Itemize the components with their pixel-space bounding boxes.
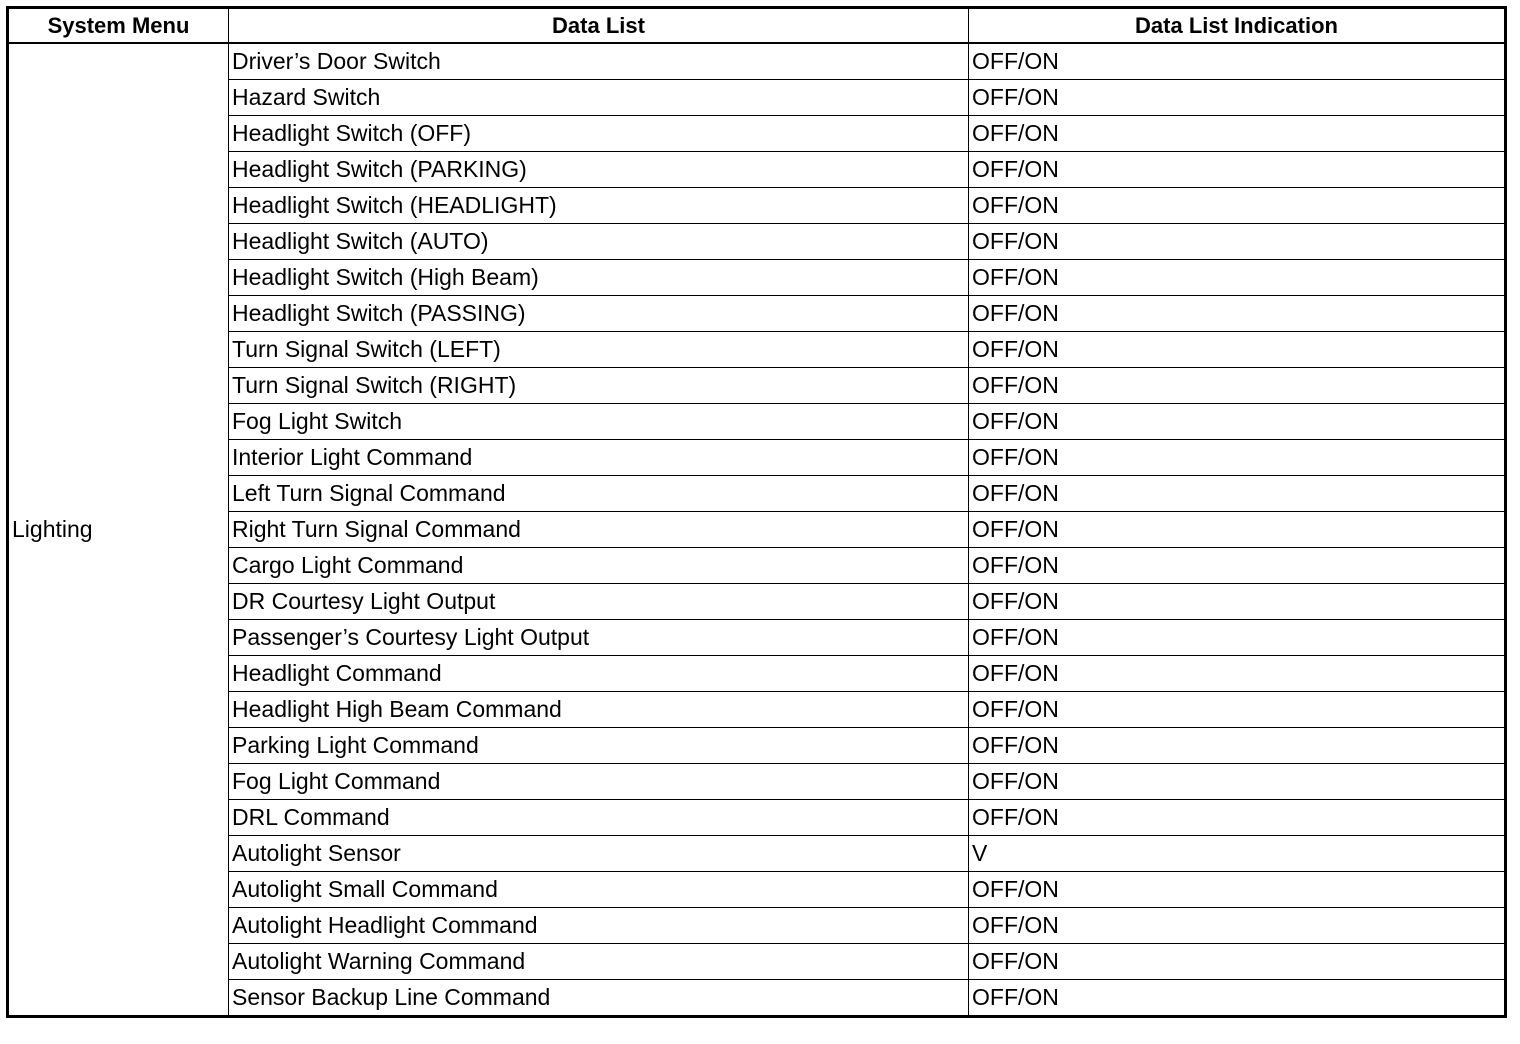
data-list-item-cell: Fog Light Switch xyxy=(229,404,969,440)
indication-cell: OFF/ON xyxy=(969,476,1506,512)
data-list-item-cell: Driver’s Door Switch xyxy=(229,43,969,80)
indication-cell: OFF/ON xyxy=(969,908,1506,944)
indication-cell: OFF/ON xyxy=(969,728,1506,764)
table-row xyxy=(8,908,1506,944)
header-indication: Data List Indication xyxy=(969,8,1506,44)
indication-cell: OFF/ON xyxy=(969,548,1506,584)
indication-cell: OFF/ON xyxy=(969,224,1506,260)
data-list-item-cell: Passenger’s Courtesy Light Output xyxy=(229,620,969,656)
data-list-item-cell: Turn Signal Switch (RIGHT) xyxy=(229,368,969,404)
data-list-item-cell: Autolight Sensor xyxy=(229,836,969,872)
table-row xyxy=(8,800,1506,836)
table-row xyxy=(8,980,1506,1017)
indication-cell: OFF/ON xyxy=(969,188,1506,224)
table-row xyxy=(8,692,1506,728)
data-list-item-cell: Interior Light Command xyxy=(229,440,969,476)
table-body xyxy=(8,43,1506,1017)
data-list-item-cell: Parking Light Command xyxy=(229,728,969,764)
data-list-item-cell: DRL Command xyxy=(229,800,969,836)
indication-cell: OFF/ON xyxy=(969,332,1506,368)
header-system-menu: System Menu xyxy=(8,8,229,44)
table-row xyxy=(8,620,1506,656)
data-list-item-cell: Hazard Switch xyxy=(229,80,969,116)
indication-cell: OFF/ON xyxy=(969,296,1506,332)
data-list-item-cell: Headlight Switch (OFF) xyxy=(229,116,969,152)
data-list-item-cell: Headlight Command xyxy=(229,656,969,692)
indication-cell: V xyxy=(969,836,1506,872)
data-list-item-cell: Sensor Backup Line Command xyxy=(229,980,969,1017)
indication-cell: OFF/ON xyxy=(969,404,1506,440)
data-list-item-cell: Fog Light Command xyxy=(229,764,969,800)
indication-cell: OFF/ON xyxy=(969,116,1506,152)
header-data-list: Data List xyxy=(229,8,969,44)
indication-cell: OFF/ON xyxy=(969,368,1506,404)
table-row xyxy=(8,944,1506,980)
table-row xyxy=(8,512,1506,548)
indication-cell: OFF/ON xyxy=(969,800,1506,836)
data-list-item-cell: Autolight Headlight Command xyxy=(229,908,969,944)
table-row xyxy=(8,116,1506,152)
indication-cell: OFF/ON xyxy=(969,584,1506,620)
table-row xyxy=(8,836,1506,872)
table-row xyxy=(8,43,1506,80)
indication-cell: OFF/ON xyxy=(969,620,1506,656)
table-row xyxy=(8,368,1506,404)
indication-cell: OFF/ON xyxy=(969,692,1506,728)
data-list-item-cell: Right Turn Signal Command xyxy=(229,512,969,548)
table-row xyxy=(8,872,1506,908)
data-list-item-cell: Turn Signal Switch (LEFT) xyxy=(229,332,969,368)
system-menu-cell: Lighting xyxy=(8,43,229,1017)
data-list-item-cell: DR Courtesy Light Output xyxy=(229,584,969,620)
indication-cell: OFF/ON xyxy=(969,152,1506,188)
data-list-table xyxy=(6,6,1507,1018)
indication-cell: OFF/ON xyxy=(969,43,1506,80)
indication-cell: OFF/ON xyxy=(969,260,1506,296)
data-list-item-cell: Autolight Warning Command xyxy=(229,944,969,980)
table-row xyxy=(8,764,1506,800)
data-list-item-cell: Headlight Switch (PARKING) xyxy=(229,152,969,188)
table-row xyxy=(8,188,1506,224)
indication-cell: OFF/ON xyxy=(969,764,1506,800)
table-row xyxy=(8,440,1506,476)
table-row xyxy=(8,224,1506,260)
indication-cell: OFF/ON xyxy=(969,656,1506,692)
data-list-item-cell: Left Turn Signal Command xyxy=(229,476,969,512)
table-row xyxy=(8,476,1506,512)
table-row xyxy=(8,656,1506,692)
data-list-item-cell: Cargo Light Command xyxy=(229,548,969,584)
indication-cell: OFF/ON xyxy=(969,80,1506,116)
data-list-item-cell: Headlight Switch (AUTO) xyxy=(229,224,969,260)
table-row xyxy=(8,80,1506,116)
indication-cell: OFF/ON xyxy=(969,944,1506,980)
data-list-item-cell: Headlight Switch (High Beam) xyxy=(229,260,969,296)
indication-cell: OFF/ON xyxy=(969,440,1506,476)
indication-cell: OFF/ON xyxy=(969,980,1506,1017)
data-list-item-cell: Headlight Switch (PASSING) xyxy=(229,296,969,332)
table-row xyxy=(8,404,1506,440)
table-row xyxy=(8,152,1506,188)
data-list-item-cell: Autolight Small Command xyxy=(229,872,969,908)
indication-cell: OFF/ON xyxy=(969,872,1506,908)
indication-cell: OFF/ON xyxy=(969,512,1506,548)
table-row xyxy=(8,728,1506,764)
header-row xyxy=(8,8,1506,44)
table-row xyxy=(8,296,1506,332)
data-list-item-cell: Headlight Switch (HEADLIGHT) xyxy=(229,188,969,224)
data-list-item-cell: Headlight High Beam Command xyxy=(229,692,969,728)
table-row xyxy=(8,260,1506,296)
table-row xyxy=(8,584,1506,620)
table-row xyxy=(8,332,1506,368)
table-row xyxy=(8,548,1506,584)
